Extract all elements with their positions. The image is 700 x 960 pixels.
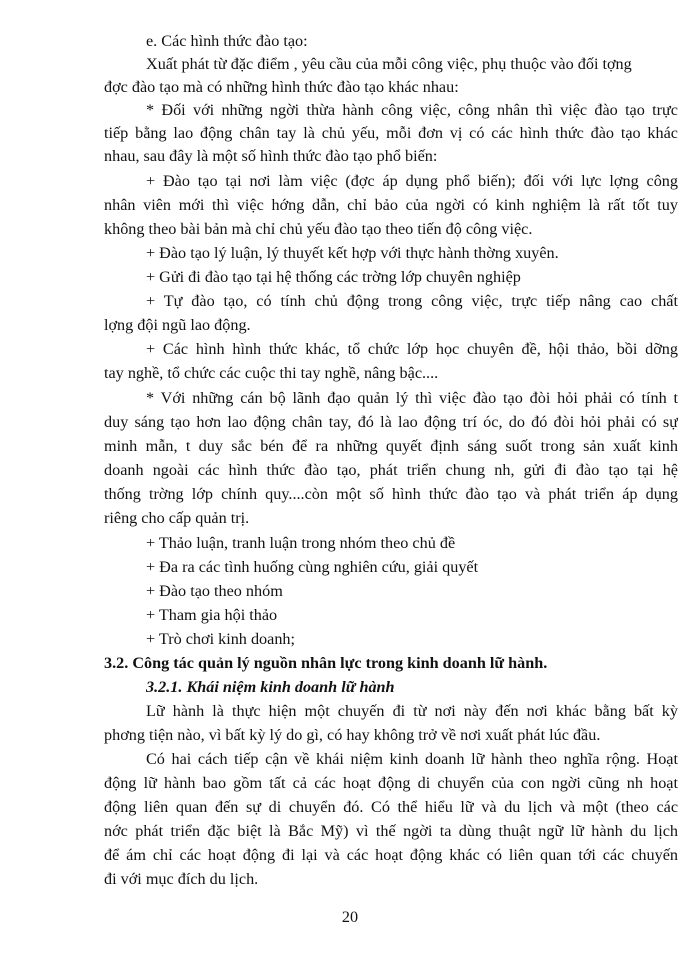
paragraph-line: động lữ hành bao gồm tất cả các hoạt động di chuyển của con ngời cũng nh hoạt xyxy=(104,774,678,792)
paragraph-line: không theo bài bản mà chỉ chủ yếu đào tạo theo tiến độ công việc. xyxy=(104,220,533,238)
page-number: 20 xyxy=(341,908,359,926)
paragraph-line: đi với mục đích du lịch. xyxy=(104,870,259,888)
paragraph-line: lợng đội ngũ lao động. xyxy=(104,316,251,334)
paragraph-line: * Với những cán bộ lãnh đạo quản lý thì việc đào tạo đòi hỏi phải có tính t xyxy=(146,389,678,407)
paragraph-line: * Đối với những ngời thừa hành công việc, công nhân thì việc đào tạo trực xyxy=(146,101,678,119)
paragraph-line: + Các hình hình thức khác, tổ chức lớp học chuyên đề, hội thảo, bồi dỡng xyxy=(146,340,678,358)
paragraph-line: + Đào tạo tại nơi làm việc (đợc áp dụng phổ biến); đối với lực lợng công xyxy=(146,172,678,190)
list-item: + Đào tạo theo nhóm xyxy=(146,582,283,600)
list-item: + Tham gia hội thảo xyxy=(146,606,278,624)
paragraph-line: tay nghề, tổ chức các cuộc thi tay nghề, nâng bậc.... xyxy=(104,364,439,382)
paragraph-line: tiếp bằng lao động chân tay là chủ yếu, mỗi đơn vị có các hình thức đào tạo khác xyxy=(104,124,678,142)
paragraph-line: riêng cho cấp quản trị. xyxy=(104,509,250,527)
list-item: + Trò chơi kinh doanh; xyxy=(146,630,295,648)
list-item: + Gửi đi đào tạo tại hệ thống các trờng lớp chuyên nghiệp xyxy=(146,268,521,286)
section-e-heading: e. Các hình thức đào tạo: xyxy=(146,32,308,50)
paragraph-line: đợc đào tạo mà có những hình thức đào tạo khác nhau: xyxy=(104,78,459,96)
paragraph-line: doanh ngoài các hình thức đào tạo, phát triển chung nh, gửi đi đào tạo tại hệ xyxy=(104,461,678,479)
paragraph-line: phơng tiện nào, vì bất kỳ lý do gì, có hay không trở về nơi xuất phát lúc đầu. xyxy=(104,726,601,744)
paragraph-line: thống trờng lớp chính quy....còn một số hình thức đào tạo và phát triển áp dụng xyxy=(104,485,678,503)
paragraph-line: Xuất phát từ đặc điểm , yêu cầu của mỗi công việc, phụ thuộc vào đối tợng xyxy=(146,55,632,73)
list-item: + Thảo luận, tranh luận trong nhóm theo chủ đề xyxy=(146,534,456,552)
list-item: + Đa ra các tình huống cùng nghiên cứu, giải quyết xyxy=(146,558,479,576)
paragraph-line: Lữ hành là thực hiện một chuyến đi từ nơi này đến nơi khác bằng bất kỳ xyxy=(146,702,678,720)
paragraph-line: nhân viên mới thì việc hớng dẫn, chỉ bảo của ngời có kinh nghiệm là rất tốt tuy xyxy=(104,196,678,214)
paragraph-line: nớc phát triển đặc biệt là Bắc Mỹ) vì thế ngời ta dùng thuật ngữ lữ hành du lịch xyxy=(104,822,678,840)
paragraph-line: nhau, sau đây là một số hình thức đào tạo phổ biến: xyxy=(104,147,438,165)
paragraph-line: để ám chỉ các hoạt động đi lại và các hoạt động khác có liên quan tới các chuyến xyxy=(104,846,678,864)
list-item: + Đào tạo lý luận, lý thuyết kết hợp với thực hành thờng xuyên. xyxy=(146,244,559,262)
paragraph-line: Có hai cách tiếp cận về khái niệm kinh doanh lữ hành theo nghĩa rộng. Hoạt xyxy=(146,750,678,768)
paragraph-line: minh mẫn, t duy sắc bén để ra những quyết định sáng suốt trong sản xuất kinh xyxy=(104,437,678,455)
section-heading: 3.2. Công tác quản lý nguồn nhân lực trong kinh doanh lữ hành. xyxy=(104,654,548,672)
subsection-heading: 3.2.1. Khái niệm kinh doanh lữ hành xyxy=(146,678,395,696)
paragraph-line: + Tự đào tạo, có tính chủ động trong công việc, trực tiếp nâng cao chất xyxy=(146,292,678,310)
paragraph-line: động liên quan đến sự di chuyển đó. Có thể hiểu lữ và du lịch và một (theo các xyxy=(104,798,678,816)
paragraph-line: duy sáng tạo hơn lao động chân tay, đó là lao động trí óc, do đó đòi hỏi phải có sự xyxy=(104,413,678,431)
